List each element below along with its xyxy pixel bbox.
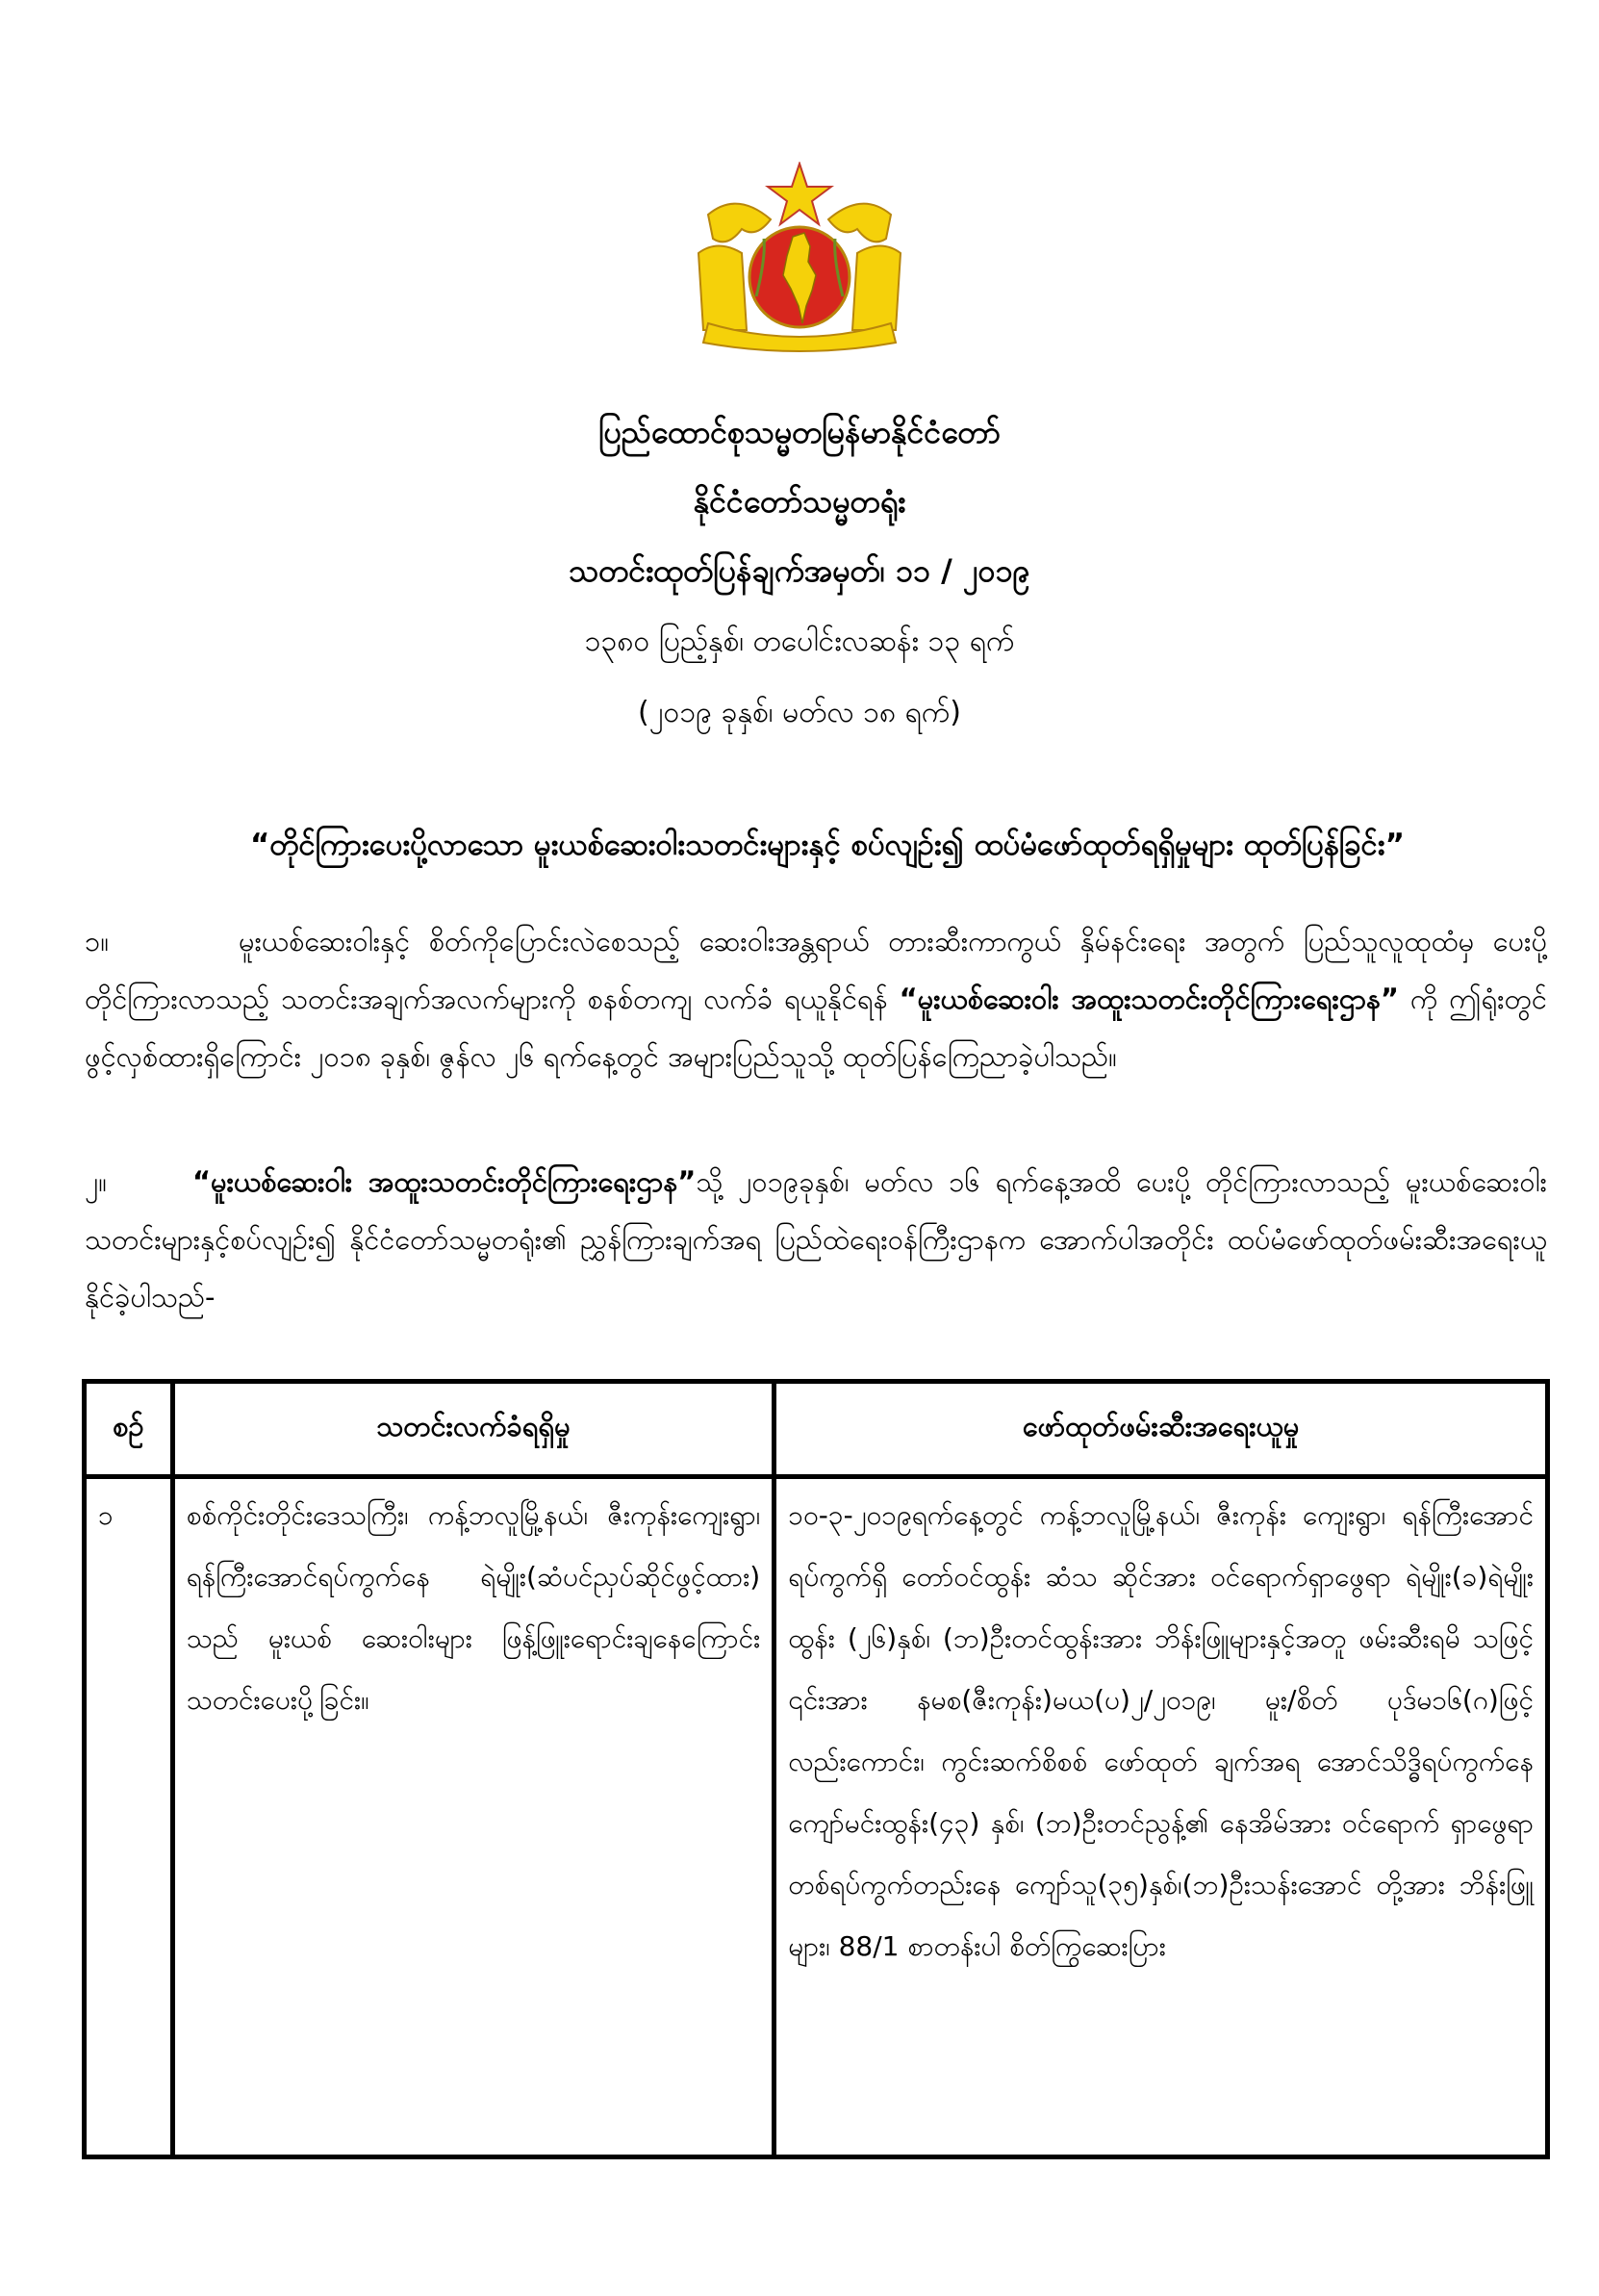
column-header-action-taken: ဖော်ထုတ်ဖမ်းဆီးအရေးယူမှု [774, 1382, 1548, 1477]
state-seal-emblem [689, 162, 910, 354]
release-number: သတင်းထုတ်ပြန်ချက်အမှတ်၊ ၁၁ / ၂၀၁၉ [569, 552, 1030, 589]
country-name: ပြည်ထောင်စုသမ္မတမြန်မာနိုင်ငံတော် [598, 414, 1001, 450]
column-header-serial: စဉ် [85, 1382, 173, 1477]
table-row [85, 1477, 1548, 2157]
department-name-bold: “မူးယစ်ဆေးဝါး အထူးသတင်းတိုင်ကြားရေးဌာန” [192, 1165, 697, 1198]
date-myanmar-calendar: ၁၃၈၀ ပြည့်နှစ်၊ တပေါင်းလဆန်း ၁၃ ရက် [584, 625, 1015, 658]
actions-table [82, 1379, 1550, 2159]
state-seal-icon [689, 162, 910, 354]
date-gregorian: (၂၀၁၉ ခုနှစ်၊ မတ်လ ၁၈ ရက်) [638, 696, 961, 729]
paragraph-text: သို့ ၂၀၁၉ခုနှစ်၊ မတ်လ ၁၆ ရက်နေ့အထိ ပေးပို့ တိုင်ကြားလာသည့် မူးယစ်ဆေးဝါးသတင်းများနှင့်စပ်လျဉ်း၍ နိုင်ငံတော်သမ္မတရုံး၏ ညွှန်ကြားချက်အရ ပြည်ထဲရေးဝန်ကြီးဌာနက အောက်ပါအတိုင်း ထပ်မံဖော်ထုတ်ဖမ်းဆီးအရေးယူနိုင်ခဲ့ပါသည်- [85, 1165, 1547, 1314]
paragraph-1 [85, 912, 1547, 1085]
paragraph-text: ကို ဤရုံးတွင် ဖွင့်လှစ်ထားရှိကြောင်း ၂၀၁၈ ခုနှစ်၊ ဇွန်လ ၂၆ ရက်နေ့တွင် အများပြည်သူသို့ ထုတ်ပြန်ကြေညာခဲ့ပါသည်။ [85, 982, 1547, 1073]
paragraph-number: ၁။ [85, 925, 110, 957]
department-name-bold: “မူးယစ်ဆေးဝါး အထူးသတင်းတိုင်ကြားရေးဌာန” [899, 982, 1399, 1015]
cell-information-received: စစ်ကိုင်းတိုင်းဒေသကြီး၊ ကန့်ဘလူမြို့နယ်၊ ဇီးကုန်းကျေးရွာ၊ ရန်ကြီးအောင်ရပ်ကွက်နေ ရဲမျိုး(ဆံပင်ညှပ်ဆိုင်ဖွင့်ထား) သည် မူးယစ် ဆေးဝါးများ ဖြန့်ဖြူးရောင်းချနေကြောင်း သတင်းပေးပို့ခြင်း။ [172, 1477, 774, 2157]
office-name: နိုင်ငံတော်သမ္မတရုံး [693, 483, 906, 520]
headline: “တိုင်ကြားပေးပို့လာသော မူးယစ်ဆေးဝါးသတင်းများနှင့် စပ်လျဉ်း၍ ထပ်မံဖော်ထုတ်ရရှိမှုများ ထုတ်ပြန်ခြင်း” [249, 828, 1405, 862]
cell-action-taken: ၁၀-၃-၂၀၁၉ရက်နေ့တွင် ကန့်ဘလူမြို့နယ်၊ ဇီးကုန်း ကျေးရွာ၊ ရန်ကြီးအောင်ရပ်ကွက်ရှိ တော်ဝင်ထွန်း ဆံသ ဆိုင်အား ဝင်ရောက်ရှာဖွေရာ ရဲမျိုး(ခ)ရဲမျိုးထွန်း (၂၆)နှစ်၊ (ဘ)ဦးတင်ထွန်းအား ဘိန်းဖြူများနှင့်အတူ ဖမ်းဆီးရမိ သဖြင့် ၎င်းအား နမစ(ဇီးကုန်း)မယ(ပ)၂/၂၀၁၉၊ မူး/စိတ် ပုဒ်မ၁၆(ဂ)ဖြင့်လည်းကောင်း၊ ကွင်းဆက်စိစစ် ဖော်ထုတ် ချက်အရ အောင်သိဒ္ဓိရပ်ကွက်နေ ကျော်မင်းထွန်း(၄၃) နှစ်၊ (ဘ)ဦးတင်ညွန့်၏ နေအိမ်အား ဝင်ရောက် ရှာဖွေရာ တစ်ရပ်ကွက်တည်းနေ ကျော်သူ(၃၅)နှစ်၊(ဘ)ဦးသန်းအောင် တို့အား ဘိန်းဖြူများ၊ 88/1 စာတန်းပါ စိတ်ကြွဆေးပြား [774, 1477, 1548, 2157]
paragraph-number: ၂။ [85, 1165, 108, 1198]
table-header-row [85, 1382, 1548, 1477]
paragraph-2 [85, 1153, 1547, 1326]
column-header-information-received: သတင်းလက်ခံရရှိမှု [172, 1382, 774, 1477]
cell-serial: ၁ [85, 1477, 173, 2157]
paragraph-text: မူးယစ်ဆေးဝါးနှင့် စိတ်ကိုပြောင်းလဲစေသည့် ဆေးဝါးအန္တရာယ် တားဆီးကာကွယ် နှိမ်နင်းရေး အတွက် ပြည်သူလူထုထံမှ ပေးပို့တိုင်ကြားလာသည့် သတင်းအချက်အလက်များကို စနစ်တကျ လက်ခံ ရယူနိုင်ရန် [85, 925, 1547, 1015]
